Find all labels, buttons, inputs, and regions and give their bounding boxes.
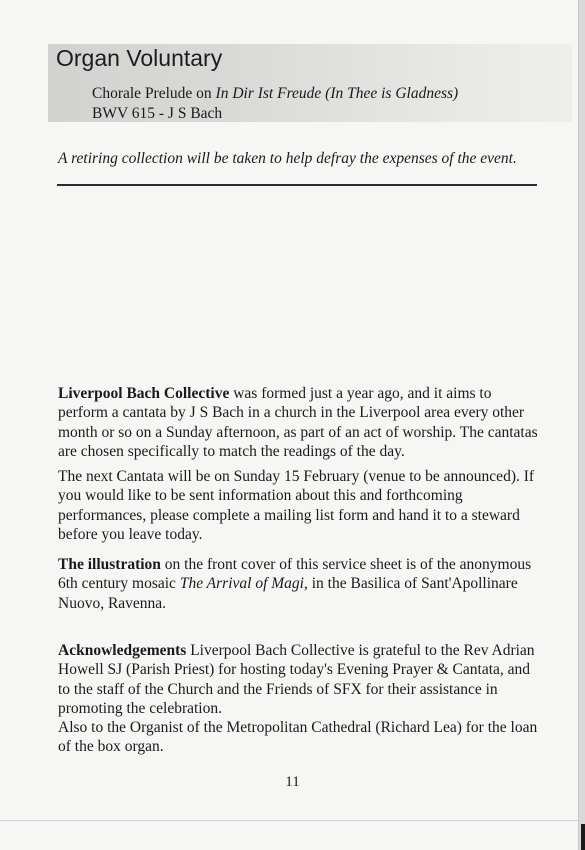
collective-section xyxy=(58,384,538,544)
acknowledgements-paragraph xyxy=(58,641,538,718)
collective-lead: Liverpool Bach Collective xyxy=(58,385,230,402)
illustration-section xyxy=(58,555,538,613)
retiring-collection-note: A retiring collection will be taken to help defray the expenses of the event. xyxy=(58,150,517,167)
illustration-text-after: , in the Basilica of Sant'Apollinare Nuovo, Ravenna. xyxy=(58,575,518,612)
prelude-line xyxy=(92,84,458,104)
organ-voluntary-details xyxy=(92,84,458,124)
collective-paragraph xyxy=(58,384,538,461)
page-edge-line xyxy=(0,820,578,821)
page-title: Organ Voluntary xyxy=(56,45,223,71)
page-number: 11 xyxy=(285,774,300,790)
acknowledgements-text: Liverpool Bach Collective is grateful to the Rev Adrian Howell SJ (Parish Priest) for hosting today's Evening Prayer & Cantata, and to the staff of the Church and the Friends of SFX for their assistance in promoting the celebration. xyxy=(58,642,535,717)
illustration-work-title: The Arrival of Magi xyxy=(179,575,304,593)
prelude-catalog: BWV 615 - J S Bach xyxy=(92,105,223,122)
acknowledgements-section xyxy=(58,641,538,757)
prelude-work-title: In Dir Ist Freude (In Thee is Gladness) xyxy=(215,85,459,102)
divider xyxy=(57,184,537,186)
prelude-prefix: Chorale Prelude on xyxy=(92,85,216,102)
illustration-paragraph xyxy=(58,555,538,613)
illustration-lead: The illustration xyxy=(58,556,161,573)
acknowledgements-lead: Acknowledgements xyxy=(58,642,187,659)
organ-loan-note: Also to the Organist of the Metropolitan Cathedral (Richard Lea) for the loan of the box organ. xyxy=(58,719,538,756)
corner-mark xyxy=(581,824,585,850)
collective-text: was formed just a year ago, and it aims to perform a cantata by J S Bach in a church in the Liverpool area every other month or so on a Sunday afternoon, as part of an act of worship. The cantatas are chosen specifically to match the readings of the day. xyxy=(58,385,538,460)
next-cantata-paragraph: The next Cantata will be on Sunday 15 February (venue to be announced). If you would like to be sent information about this and forthcoming performances, please complete a mailing list form and hand it to a steward before you leave today. xyxy=(58,468,535,544)
illustration-text-before: on the front cover of this service sheet is of the anonymous 6th century mosaic xyxy=(58,556,532,593)
